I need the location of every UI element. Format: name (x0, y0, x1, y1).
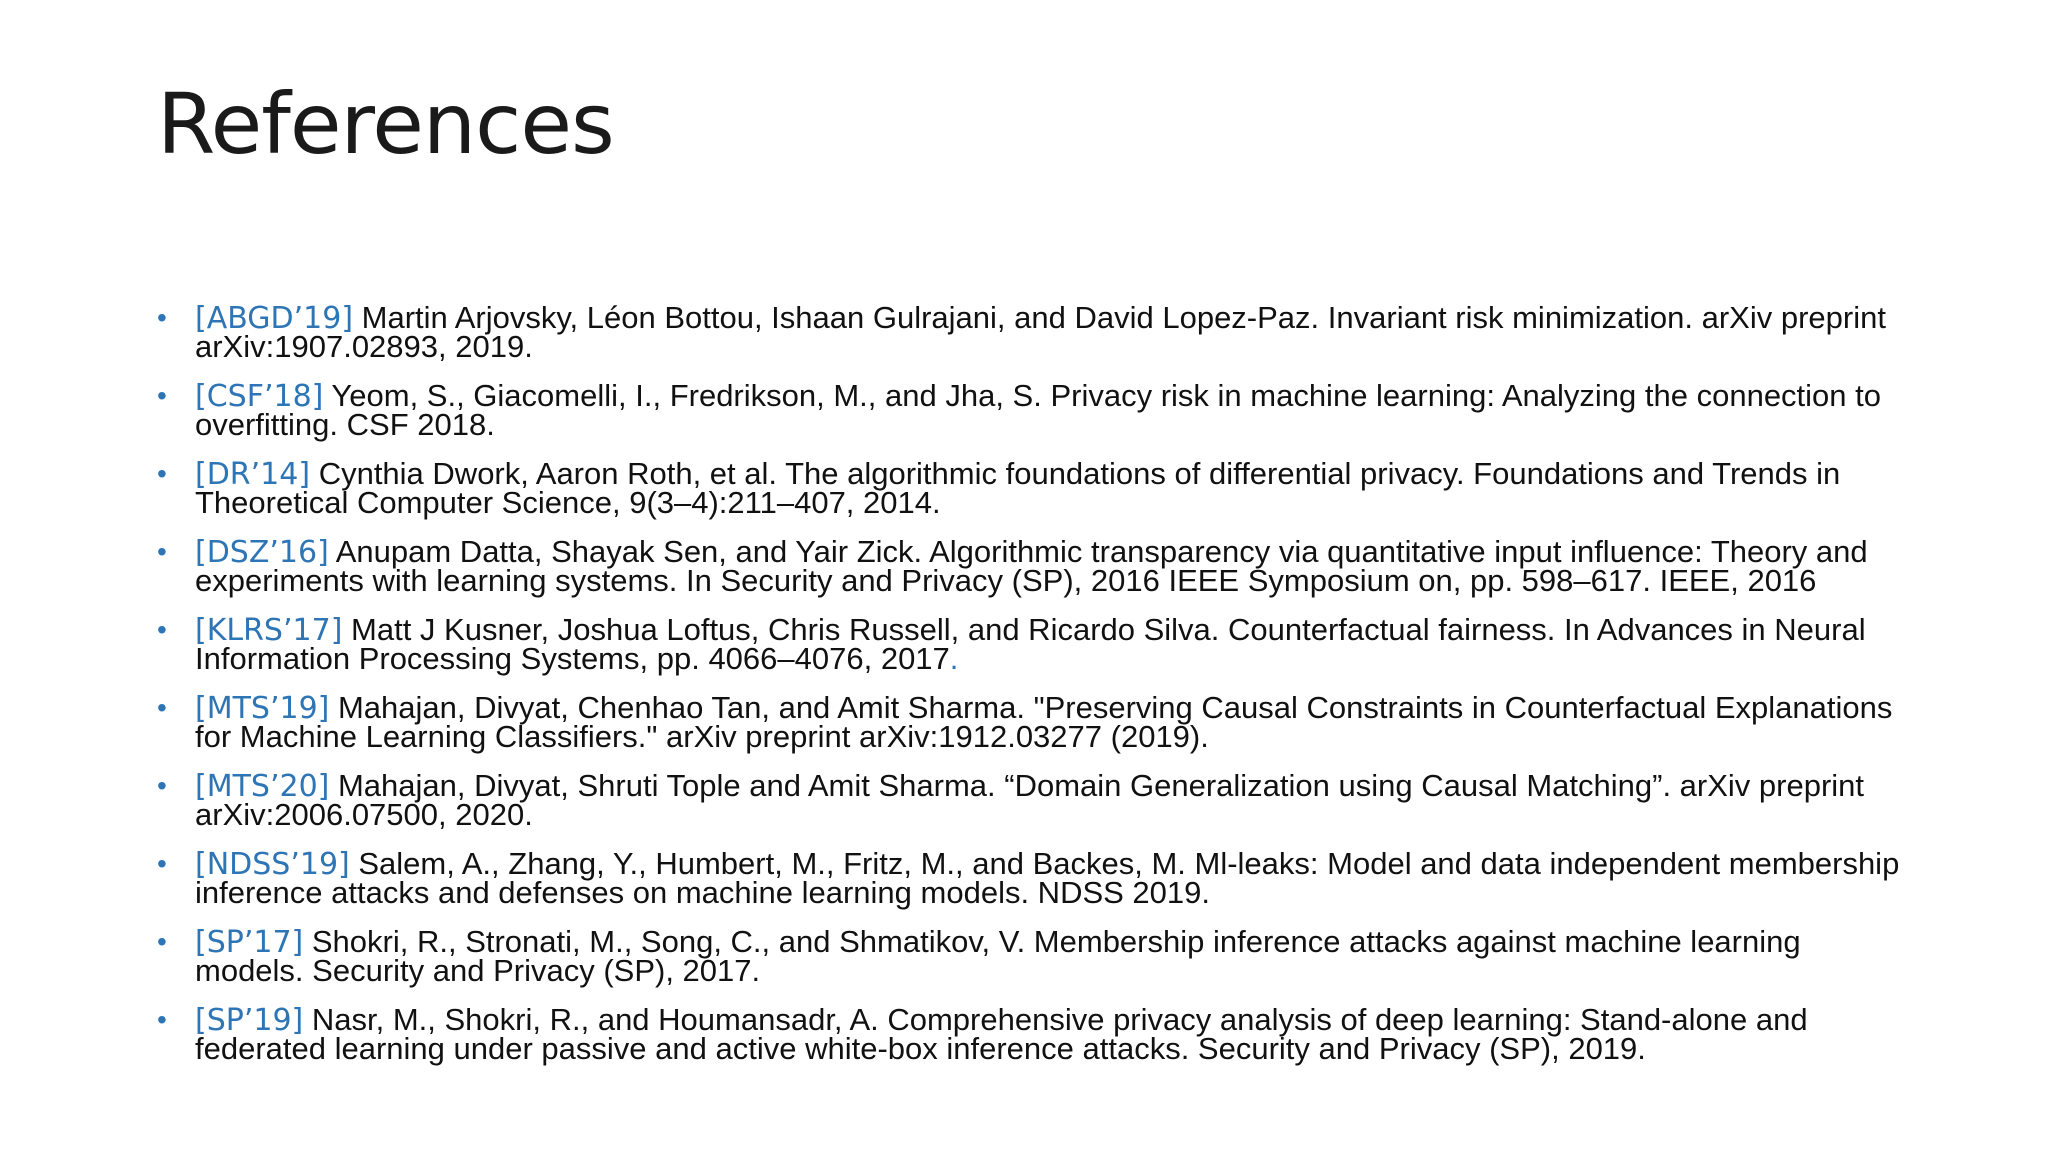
citation-tag: [MTS’20] (195, 769, 330, 804)
citation-tag: [NDSS’19] (195, 847, 350, 882)
reference-item (152, 690, 1912, 754)
bullet-icon: • (157, 536, 167, 567)
bullet-icon: • (157, 302, 167, 333)
citation-tag: [MTS’19] (195, 691, 330, 726)
citation-trail: . (949, 641, 959, 676)
slide-title: References (157, 75, 614, 173)
citation-text: Cynthia Dwork, Aaron Roth, et al. The algorithmic foundations of differential privacy. Foundations and Trends in Theoretical Computer Science, 9(3–4):211–407, 2014. (195, 456, 1841, 520)
citation-text: Salem, A., Zhang, Y., Humbert, M., Fritz, M., and Backes, M. Ml-leaks: Model and data independent membership inference attacks and defenses on machine learning models. NDSS 2019. (195, 846, 1900, 910)
citation-text: Shokri, R., Stronati, M., Song, C., and Shmatikov, V. Membership inference attacks against machine learning models. Security and Privacy (SP), 2017. (195, 924, 1801, 988)
bullet-icon: • (157, 1004, 167, 1035)
reference-item (152, 846, 1912, 910)
reference-item (152, 924, 1912, 988)
citation-tag: [SP’17] (195, 925, 304, 960)
reference-item (152, 534, 1912, 598)
citation-text: Martin Arjovsky, Léon Bottou, Ishaan Gulrajani, and David Lopez-Paz. Invariant risk minimization. arXiv preprint arXiv:1907.02893, 2019. (195, 300, 1886, 364)
citation-tag: [SP’19] (195, 1003, 304, 1038)
bullet-icon: • (157, 848, 167, 879)
reference-item (152, 300, 1912, 364)
reference-item (152, 456, 1912, 520)
citation-tag: [DSZ’16] (195, 535, 329, 570)
citation-text: Mahajan, Divyat, Chenhao Tan, and Amit Sharma. "Preserving Causal Constraints in Counterfactual Explanations for Machine Learning Classifiers." arXiv preprint arXiv:1912.03277 (2019). (195, 690, 1893, 754)
reference-item (152, 768, 1912, 832)
citation-tag: [DR’14] (195, 457, 311, 492)
bullet-icon: • (157, 458, 167, 489)
citation-text: Yeom, S., Giacomelli, I., Fredrikson, M., and Jha, S. Privacy risk in machine learning: Analyzing the connection to overfitting. CSF 2018. (195, 378, 1882, 442)
citation-tag: [CSF’18] (195, 379, 324, 414)
reference-item (152, 378, 1912, 442)
bullet-icon: • (157, 692, 167, 723)
bullet-icon: • (157, 614, 167, 645)
citation-text: Mahajan, Divyat, Shruti Tople and Amit Sharma. “Domain Generalization using Causal Matching”. arXiv preprint arXiv:2006.07500, 2020. (195, 768, 1865, 832)
citation-tag: [KLRS’17] (195, 613, 343, 648)
reference-item (152, 1002, 1912, 1066)
reference-item (152, 612, 1912, 676)
citation-text: Nasr, M., Shokri, R., and Houmansadr, A. Comprehensive privacy analysis of deep learning: Stand-alone and federated learning under passive and active white-box inference attacks. Security and Privacy (SP), 2019. (195, 1002, 1808, 1066)
reference-list (152, 300, 1912, 1084)
bullet-icon: • (157, 380, 167, 411)
citation-tag: [ABGD’19] (195, 301, 354, 336)
citation-text: Matt J Kusner, Joshua Loftus, Chris Russell, and Ricardo Silva. Counterfactual fairness. In Advances in Neural Information Processing Systems, pp. 4066–4076, 2017 (195, 612, 1866, 676)
citation-text: Anupam Datta, Shayak Sen, and Yair Zick. Algorithmic transparency via quantitative input influence: Theory and experiments with learning systems. In Security and Privacy (SP), 2016 IEEE Symposium on, pp. 598–617. IEEE, 2016 (195, 534, 1868, 598)
bullet-icon: • (157, 926, 167, 957)
bullet-icon: • (157, 770, 167, 801)
